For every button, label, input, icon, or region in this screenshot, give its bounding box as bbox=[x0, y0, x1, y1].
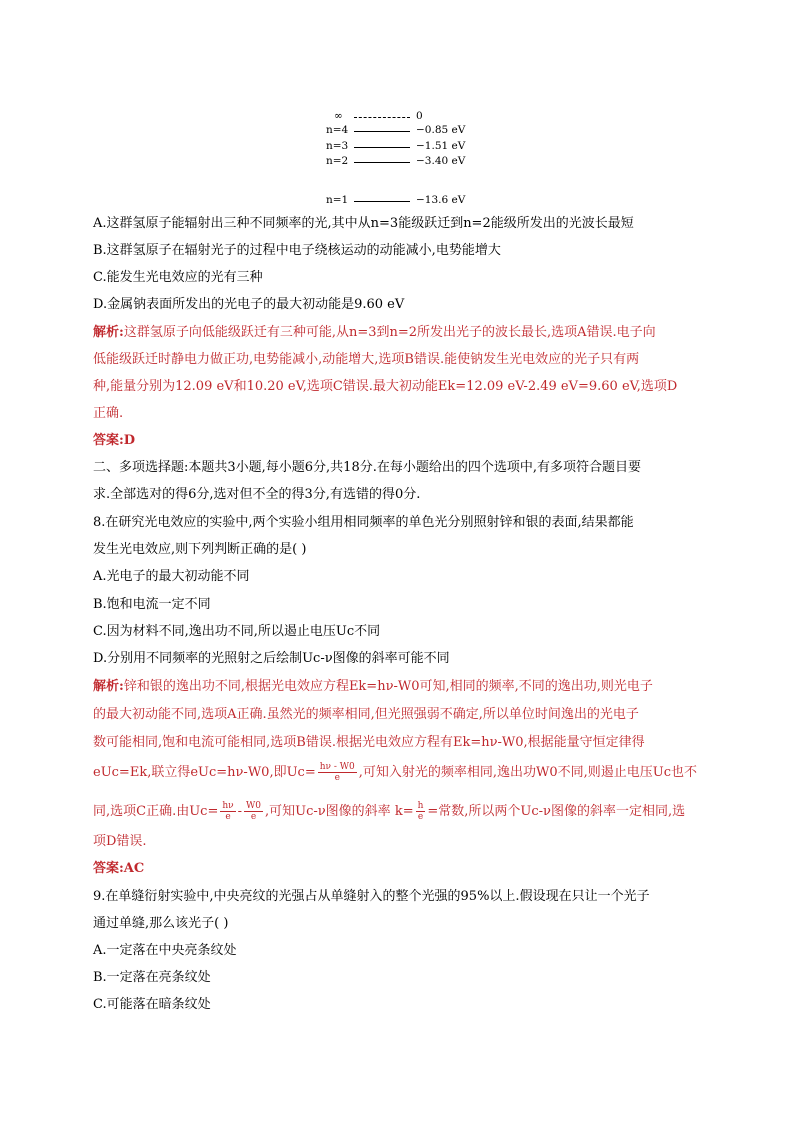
fraction-numerator: hν bbox=[222, 801, 234, 811]
q7-option-c: C.能发生光电效应的光有三种 bbox=[93, 270, 263, 285]
level-value: −13.6 eV bbox=[416, 194, 466, 206]
analysis-label: 解析: bbox=[93, 679, 124, 694]
analysis-text: eUc=Ek,联立得eUc=hν-W0,即Uc= bbox=[93, 765, 316, 780]
q8-analysis-line-6: 项D错误. bbox=[93, 834, 147, 849]
q7-analysis-line-2: 低能级跃迁时静电力做正功,电势能减小,动能增大,选项B错误.能使钠发生光电效应的光子只有两 bbox=[93, 352, 640, 367]
q8-analysis-line-2: 的最大初动能不同,选项A正确.虽然光的频率相同,但光照强弱不确定,所以单位时间逸出的光电子 bbox=[93, 707, 639, 722]
q8-stem-line-1: 8.在研究光电效应的实验中,两个实验小组用相同频率的单色光分别照射锌和银的表面,结果都能 bbox=[93, 515, 634, 530]
section2-line-2: 求.全部选对的得6分,选对但不全的得3分,有选错的得0分. bbox=[93, 487, 421, 502]
fraction-denominator: e bbox=[225, 812, 231, 822]
fraction-denominator: e bbox=[417, 812, 424, 822]
level-value: −0.85 eV bbox=[416, 124, 466, 136]
q7-analysis-line-1 bbox=[93, 320, 703, 346]
analysis-text: 同,选项C正确.由Uc= bbox=[93, 804, 219, 819]
q8-option-b: B.饱和电流一定不同 bbox=[93, 597, 211, 612]
level-infinity bbox=[326, 110, 476, 124]
q8-analysis-line-4 bbox=[93, 760, 703, 786]
q9-stem-line-1: 9.在单缝衍射实验中,中央亮纹的光强占从单缝射入的整个光强的95%以上.假设现在只让一个光子 bbox=[93, 889, 650, 904]
q8-analysis-line-5 bbox=[93, 799, 703, 825]
energy-level-diagram bbox=[326, 110, 476, 210]
q8-analysis-line-1 bbox=[93, 674, 703, 700]
level-n1 bbox=[326, 194, 476, 208]
analysis-text: 这群氢原子向低能级跃迁有三种可能,从n=3到n=2所发出光子的波长最长,选项A错误.电子向 bbox=[123, 325, 656, 340]
level-line bbox=[354, 147, 410, 148]
q7-option-d: D.金属钠表面所发出的光电子的最大初动能是9.60 eV bbox=[93, 297, 405, 312]
level-value: −3.40 eV bbox=[416, 155, 466, 167]
q7-analysis-line-4: 正确. bbox=[93, 406, 124, 421]
q9-option-c: C.可能落在暗条纹处 bbox=[93, 997, 211, 1012]
q7-answer: 答案:D bbox=[93, 433, 136, 448]
level-value: −1.51 eV bbox=[416, 140, 466, 152]
fraction bbox=[416, 801, 426, 822]
q8-option-c: C.因为材料不同,逸出功不同,所以遏止电压Uc不同 bbox=[93, 624, 381, 639]
level-name: n=3 bbox=[326, 140, 349, 152]
analysis-text: - bbox=[237, 804, 243, 819]
analysis-text: ,可知Uc-ν图像的斜率 k= bbox=[265, 804, 414, 819]
level-line bbox=[354, 162, 410, 163]
q8-option-d: D.分别用不同频率的光照射之后绘制Uc-ν图像的斜率可能不同 bbox=[93, 651, 450, 666]
fraction-numerator: W0 bbox=[246, 801, 262, 811]
fraction bbox=[244, 801, 263, 822]
level-name: n=4 bbox=[326, 124, 349, 136]
level-n3 bbox=[326, 140, 476, 154]
level-name: n=2 bbox=[326, 155, 349, 167]
q9-stem-line-2: 通过单缝,那么该光子( ) bbox=[93, 916, 229, 931]
q7-option-a: A.这群氢原子能辐射出三种不同频率的光,其中从n=3能级跃迁到n=2能级所发出的光波长最短 bbox=[93, 216, 634, 231]
analysis-label: 解析: bbox=[93, 325, 124, 340]
q8-stem-line-2: 发生光电效应,则下列判断正确的是( ) bbox=[93, 542, 307, 557]
fraction bbox=[220, 801, 235, 822]
q8-analysis-line-3: 数可能相同,饱和电流可能相同,选项B错误.根据光电效应方程有Ek=hν-W0,根据能量守恒定律得 bbox=[93, 735, 645, 750]
q7-analysis-line-3: 种,能量分别为12.09 eV和10.20 eV,选项C错误.最大初动能Ek=12.09 eV-2.49 eV=9.60 eV,选项D bbox=[93, 379, 678, 394]
level-n2 bbox=[326, 155, 476, 169]
fraction bbox=[318, 762, 357, 783]
q9-option-a: A.一定落在中央亮条纹处 bbox=[93, 943, 237, 958]
section2-line-1: 二、多项选择题:本题共3小题,每小题6分,共18分.在每小题给出的四个选项中,有多项符合题目要 bbox=[93, 460, 641, 475]
fraction-numerator: hν - W0 bbox=[319, 762, 355, 772]
analysis-text: ,可知入射光的频率相同,逸出功W0不同,则遏止电压Uc也不 bbox=[358, 765, 698, 780]
level-name: n=1 bbox=[326, 194, 349, 206]
q8-answer: 答案:AC bbox=[93, 861, 145, 876]
q9-option-b: B.一定落在亮条纹处 bbox=[93, 970, 211, 985]
level-line bbox=[354, 117, 410, 118]
q7-option-b: B.这群氢原子在辐射光子的过程中电子绕核运动的动能减小,电势能增大 bbox=[93, 243, 501, 258]
analysis-text: =常数,所以两个Uc-ν图像的斜率一定相同,选 bbox=[427, 804, 686, 819]
analysis-text: 锌和银的逸出功不同,根据光电效应方程Ek=hν-W0可知,相同的频率,不同的逸出功,则光电子 bbox=[123, 679, 653, 694]
level-n4 bbox=[326, 124, 476, 138]
level-name: ∞ bbox=[334, 110, 343, 122]
fraction-numerator: h bbox=[417, 801, 424, 811]
level-line bbox=[354, 201, 410, 202]
level-value: 0 bbox=[416, 110, 423, 122]
fraction-denominator: e bbox=[250, 812, 257, 822]
fraction-denominator: e bbox=[334, 773, 340, 783]
level-line bbox=[354, 131, 410, 132]
q8-option-a: A.光电子的最大初动能不同 bbox=[93, 569, 250, 584]
